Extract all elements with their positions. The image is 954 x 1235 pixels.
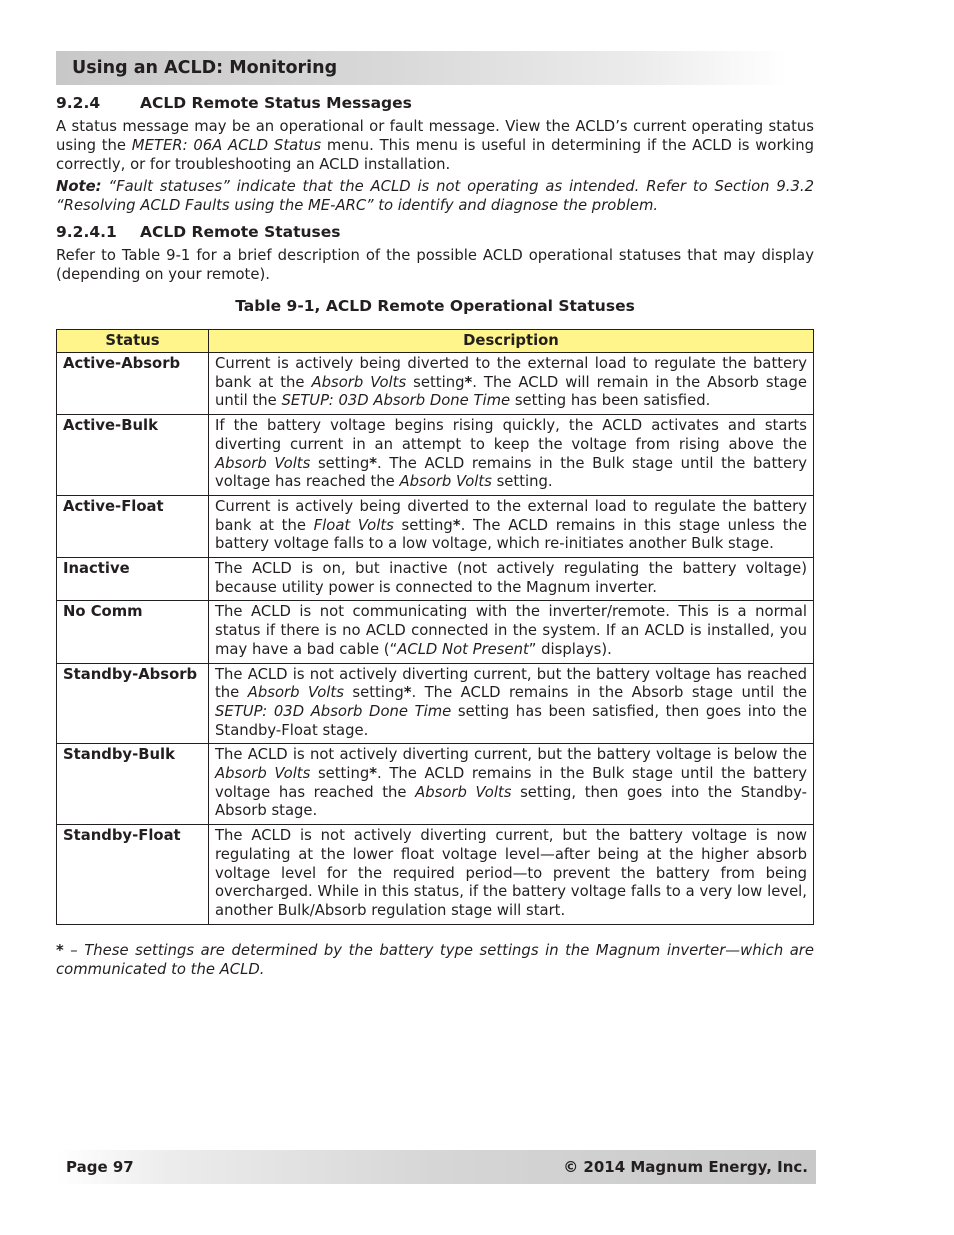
section-header-band xyxy=(56,51,788,85)
table-header-row xyxy=(57,330,814,353)
description-cell xyxy=(209,744,814,825)
status-cell: Inactive xyxy=(57,558,209,601)
description-text: setting has been satisfied, then goes into the Standby-Float stage. xyxy=(215,702,807,739)
column-header-status: Status xyxy=(57,330,209,353)
description-text: . The ACLD will remain in the Absorb stage until the xyxy=(215,373,807,410)
footnote-asterisk: * xyxy=(452,516,461,534)
setting-reference: Absorb Volts xyxy=(215,454,311,472)
setting-reference: Absorb Volts xyxy=(247,684,344,702)
page-content xyxy=(56,94,814,979)
table-row xyxy=(57,663,814,744)
description-text: ” displays). xyxy=(528,640,612,658)
note-text: “Fault statuses” indicate that the ACLD is not operating as intended. Refer to Section 9.3.2 “Resolving ACLD Faults using the ME-ARC” to identify and diagnose the problem. xyxy=(56,178,814,214)
setting-reference: Absorb Volts xyxy=(215,765,311,783)
description-text: . The ACLD remains in this stage unless the battery voltage falls to a low voltage, which re-initiates another Bulk stage. xyxy=(215,516,807,553)
menu-reference: METER: 06A ACLD Status xyxy=(131,137,322,154)
section-title: ACLD Remote Status Messages xyxy=(140,94,412,112)
description-text: The ACLD is not actively diverting current, but the battery voltage is now regulating at the lower float voltage level—after being at the higher absorb voltage level for the required period—to prevent the battery from being overcharged. While in this status, if the battery voltage falls to a very low level, another Bulk/Absorb regulation stage will start. xyxy=(215,827,807,919)
setting-reference: Absorb Volts xyxy=(415,783,512,801)
subsection-paragraph: Refer to Table 9-1 for a brief description of the possible ACLD operational statuses that may display (depending on your remote). xyxy=(56,247,814,283)
description-text: . The ACLD remains in the Bulk stage until the battery voltage has reached the xyxy=(215,454,807,491)
footnote-asterisk: * xyxy=(464,373,473,391)
status-cell: Standby-Absorb xyxy=(57,663,209,744)
section-number: 9.2.4 xyxy=(56,94,101,112)
footnote-asterisk: * xyxy=(403,684,412,702)
status-table xyxy=(56,329,814,925)
table-row xyxy=(57,825,814,925)
status-cell: Active-Bulk xyxy=(57,415,209,496)
section-paragraph xyxy=(56,117,814,174)
note-paragraph xyxy=(56,177,814,215)
description-text: setting has been satisfied. xyxy=(510,392,711,410)
table-row xyxy=(57,744,814,825)
description-cell xyxy=(209,353,814,415)
description-text: Current is actively being diverted to the external load to regulate the battery bank at the xyxy=(215,497,807,534)
section-header-title: Using an ACLD: Monitoring xyxy=(72,58,338,78)
description-text: . The ACLD remains in the Absorb stage until the xyxy=(411,684,807,702)
subsection-heading xyxy=(56,223,814,241)
status-cell: No Comm xyxy=(57,601,209,663)
description-text: . The ACLD remains in the Bulk stage until the battery voltage has reached the xyxy=(215,765,807,801)
table-row xyxy=(57,495,814,557)
footnote-asterisk: * xyxy=(369,454,377,472)
status-cell: Active-Float xyxy=(57,495,209,557)
table-row xyxy=(57,601,814,663)
description-text: setting xyxy=(343,684,404,702)
column-header-description: Description xyxy=(209,330,814,353)
description-text: setting xyxy=(406,373,465,391)
setting-reference: SETUP: 03D Absorb Done Time xyxy=(281,392,511,410)
description-text: setting xyxy=(310,765,370,783)
table-row xyxy=(57,558,814,601)
description-text: The ACLD is on, but inactive (not actively regulating the battery voltage) because utility power is connected to the Magnum inverter. xyxy=(215,560,807,596)
footnote-text: – These settings are determined by the battery type settings in the Magnum inverter—which are communicated to the ACLD. xyxy=(56,941,814,978)
table-row xyxy=(57,353,814,415)
description-cell xyxy=(209,558,814,601)
description-text: setting xyxy=(393,516,453,534)
footer-band xyxy=(56,1150,816,1184)
footnote xyxy=(56,941,814,979)
subsection-number: 9.2.4.1 xyxy=(56,223,117,241)
status-cell: Active-Absorb xyxy=(57,353,209,415)
status-cell: Standby-Bulk xyxy=(57,744,209,825)
footnote-asterisk: * xyxy=(369,765,377,783)
description-text: The ACLD is not actively diverting current, but the battery voltage has reached the xyxy=(215,665,807,702)
setting-reference: Absorb Volts xyxy=(311,373,407,391)
description-cell xyxy=(209,825,814,925)
description-text: If the battery voltage begins rising quickly, the ACLD activates and starts diverting current in an attempt to keep the voltage from rising above the xyxy=(215,417,807,453)
paragraph-text: menu. This menu is useful in determining if the ACLD is working correctly, or for troubleshooting an ACLD installation. xyxy=(56,137,814,173)
description-text: Current is actively being diverted to the external load to regulate the battery bank at the xyxy=(215,355,807,391)
description-text: setting xyxy=(310,454,370,472)
subsection-title: ACLD Remote Statuses xyxy=(140,223,341,241)
description-cell xyxy=(209,663,814,744)
section-heading xyxy=(56,94,814,112)
setting-reference: ACLD Not Present xyxy=(397,640,529,658)
description-text: setting. xyxy=(491,473,553,491)
description-text: The ACLD is not actively diverting current, but the battery voltage is below the xyxy=(215,746,807,764)
setting-reference: Float Volts xyxy=(313,516,394,534)
description-cell xyxy=(209,495,814,557)
copyright: © 2014 Magnum Energy, Inc. xyxy=(563,1158,808,1176)
setting-reference: SETUP: 03D Absorb Done Time xyxy=(215,702,452,720)
description-cell xyxy=(209,601,814,663)
description-text: setting, then goes into the Standby-Absorb stage. xyxy=(215,783,808,820)
status-cell: Standby-Float xyxy=(57,825,209,925)
paragraph-text: A status message may be an operational or fault message. View the ACLD’s current operating status using the xyxy=(56,118,814,154)
footnote-marker: * xyxy=(56,941,64,959)
note-label: Note: xyxy=(56,178,102,195)
table-row xyxy=(57,415,814,496)
table-body xyxy=(57,353,814,925)
table-title: Table 9-1, ACLD Remote Operational Statuses xyxy=(235,297,635,315)
setting-reference: Absorb Volts xyxy=(399,473,492,491)
description-text: The ACLD is not communicating with the inverter/remote. This is a normal status if there is no ACLD connected in the system. If an ACLD is installed, you may have a bad cable (“ xyxy=(215,603,807,658)
description-cell xyxy=(209,415,814,496)
page-number: Page 97 xyxy=(66,1158,134,1176)
